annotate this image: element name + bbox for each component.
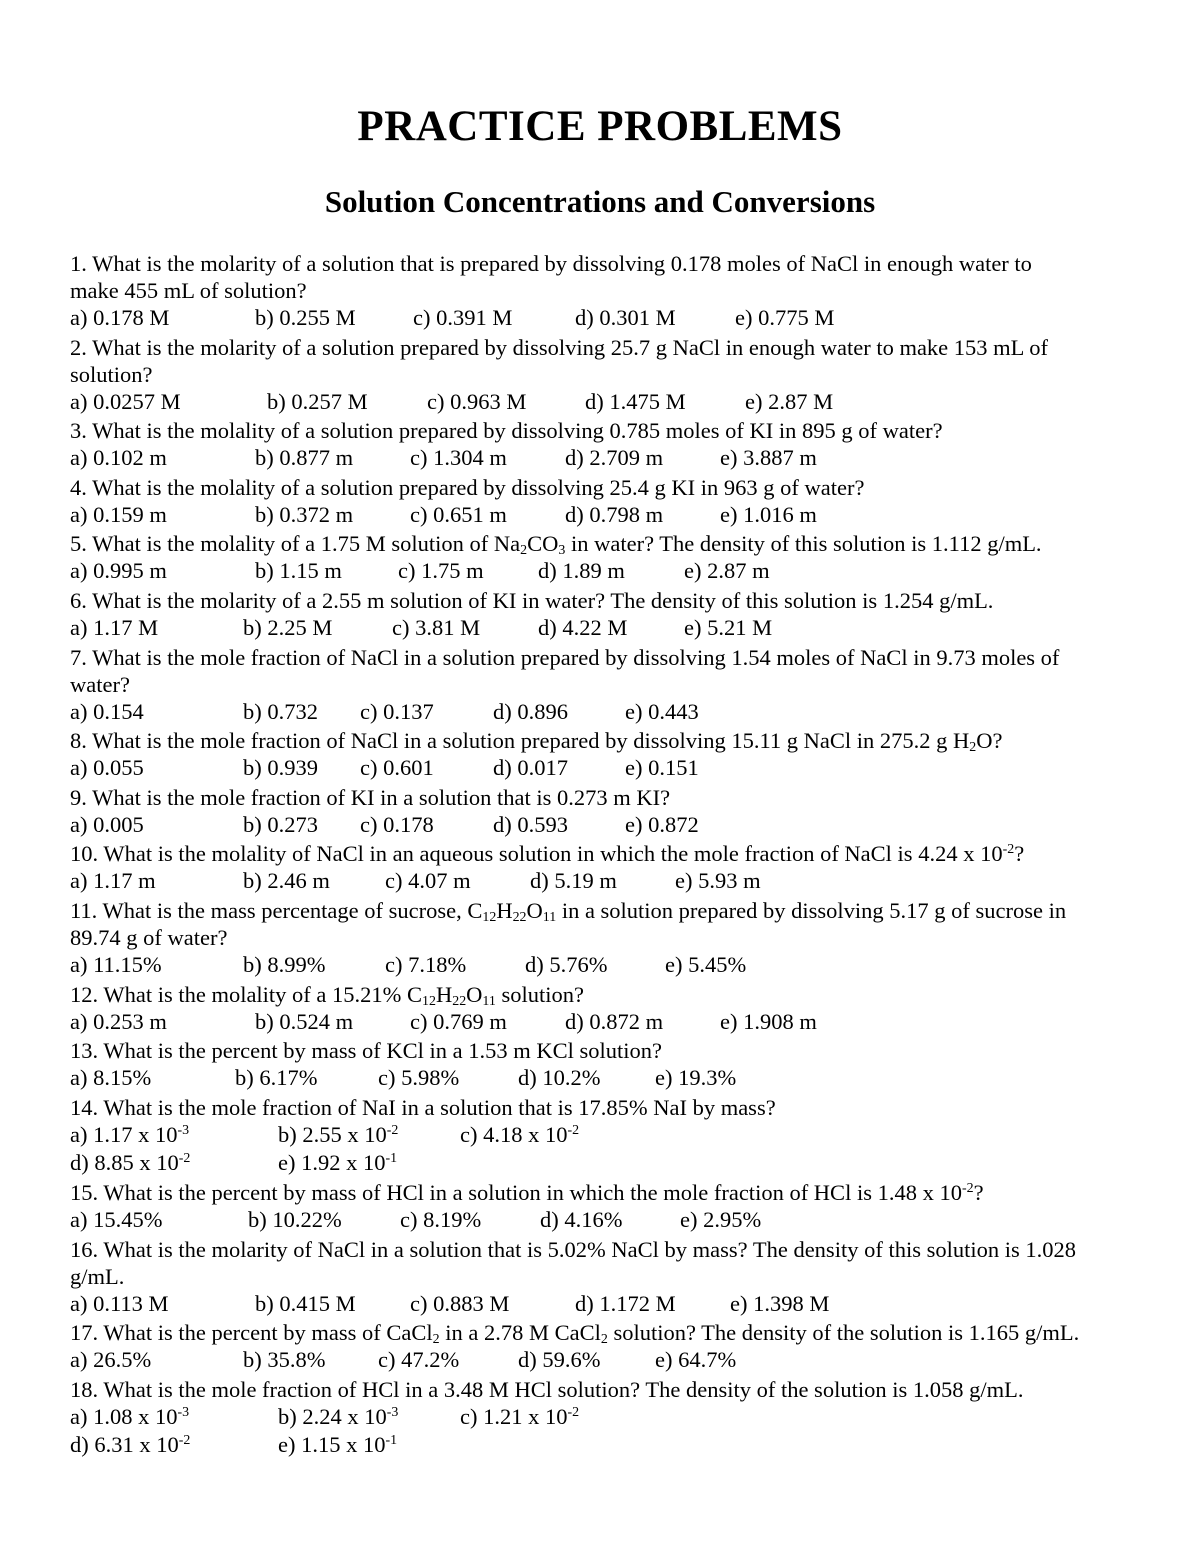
answer-option: e) 64.7% xyxy=(655,1347,737,1373)
answer-option: a) 0.995 m xyxy=(70,558,167,584)
answer-option: a) 1.17 m xyxy=(70,868,156,894)
problem-4 xyxy=(70,473,1140,530)
answer-option: a) 1.17 x $10^{-3}$ xyxy=(70,1121,190,1147)
answer-option: e) 0.872 xyxy=(625,811,699,837)
question-text: 14. What is the mole fraction of NaI in a solution that is 17.85% NaI by mass? xyxy=(70,1094,776,1120)
answer-option: e) 5.21 M xyxy=(684,614,773,640)
problem-3 xyxy=(70,416,1140,473)
question-text: 18. What is the mole fraction of HCl in a 3.48 M HCl solution? The density of the solution is 1.058 g/mL. xyxy=(70,1376,1024,1402)
answer-option: d) 0.872 m xyxy=(565,1008,664,1034)
answer-option: a) 26.5% xyxy=(70,1347,152,1373)
question-text: 9. What is the mole fraction of KI in a solution that is 0.273 m KI? xyxy=(70,784,671,810)
answer-option: b) 35.8% xyxy=(243,1347,326,1373)
answer-options xyxy=(70,811,1140,840)
answer-options xyxy=(70,1206,1140,1235)
answer-option: c) 47.2% xyxy=(378,1347,460,1373)
problem-12 xyxy=(70,980,1140,1037)
answer-option: a) 0.005 xyxy=(70,811,144,837)
answer-option: c) 4.18 x $10^{-2}$ xyxy=(460,1121,580,1147)
answer-option: d) 4.22 M xyxy=(538,614,628,640)
question-text: 2. What is the molarity of a solution prepared by dissolving 25.7 g NaCl in enough water to make 153 mL of solution? xyxy=(70,334,1048,387)
answer-option: c) 0.601 xyxy=(360,755,434,781)
problem-1 xyxy=(70,249,1140,333)
question-text: 7. What is the mole fraction of NaCl in a solution prepared by dissolving 1.54 moles of NaCl in 9.73 moles of water? xyxy=(70,644,1060,697)
problem-7 xyxy=(70,643,1140,727)
answer-option: e) 5.45% xyxy=(665,951,747,977)
answer-options xyxy=(70,951,1140,980)
answer-options xyxy=(70,1431,1140,1460)
question-text: 16. What is the molarity of NaCl in a solution that is 5.02% NaCl by mass? The density of this solution is 1.028 g/mL. xyxy=(70,1236,1076,1289)
answer-option: e) 1.398 M xyxy=(730,1290,830,1316)
answer-option: b) 10.22% xyxy=(248,1206,342,1232)
answer-option: b) 2.25 M xyxy=(243,614,333,640)
answer-option: d) 1.172 M xyxy=(575,1290,676,1316)
question-text: 13. What is the percent by mass of KCl in a 1.53 m KCl solution? xyxy=(70,1038,663,1064)
answer-option: e) 0.775 M xyxy=(735,305,835,330)
problem-17 xyxy=(70,1318,1140,1375)
problem-13 xyxy=(70,1036,1140,1093)
answer-option: d) 2.709 m xyxy=(565,445,664,471)
answer-option: b) 0.415 M xyxy=(255,1290,356,1316)
answer-option: b) 8.99% xyxy=(243,951,326,977)
answer-option: c) 1.304 m xyxy=(410,445,507,471)
answer-option: a) 0.055 xyxy=(70,755,144,781)
answer-options xyxy=(70,557,1140,586)
answer-option: e) 5.93 m xyxy=(675,868,761,894)
answer-option: e) 0.443 xyxy=(625,698,699,724)
answer-option: a) 8.15% xyxy=(70,1065,152,1091)
answer-options xyxy=(70,304,1140,333)
answer-option: c) 3.81 M xyxy=(392,614,481,640)
answer-option: b) 0.524 m xyxy=(255,1008,354,1034)
answer-options xyxy=(70,1346,1140,1375)
answer-option: b) 1.15 m xyxy=(255,558,342,584)
answer-option: c) 0.963 M xyxy=(427,388,527,414)
answer-option: b) 0.877 m xyxy=(255,445,354,471)
answer-options xyxy=(70,1403,1140,1432)
answer-option: b) 0.372 m xyxy=(255,501,354,527)
answer-option: c) 0.178 xyxy=(360,811,434,837)
problem-10 xyxy=(70,839,1140,896)
question-text: 10. What is the molality of NaCl in an aqueous solution in which the mole fraction of NaCl is 4.24 x $10^{-2}$? xyxy=(70,841,1025,867)
answer-option: d) 1.475 M xyxy=(585,388,686,414)
answer-option: d) 0.017 xyxy=(493,755,568,781)
question-text: 6. What is the molarity of a 2.55 m solution of KI in water? The density of this solution is 1.254 g/mL. xyxy=(70,587,994,613)
answer-option: a) 11.15% xyxy=(70,951,162,977)
problem-5 xyxy=(70,529,1140,586)
answer-option: b) 6.17% xyxy=(235,1065,318,1091)
question-text: 15. What is the percent by mass of HCl in a solution in which the mole fraction of HCl is 1.48 x $10^{-2}$? xyxy=(70,1179,984,1205)
answer-option: d) 6.31 x $10^{-2}$ xyxy=(70,1432,191,1458)
problem-8 xyxy=(70,726,1140,783)
answer-option: a) 0.154 xyxy=(70,698,144,724)
answer-option: a) 0.178 M xyxy=(70,305,170,330)
problem-6 xyxy=(70,586,1140,643)
answer-option: d) 5.19 m xyxy=(530,868,617,894)
answer-option: a) 1.08 x $10^{-3}$ xyxy=(70,1403,190,1429)
answer-option: e) 19.3% xyxy=(655,1065,737,1091)
answer-option: c) 0.137 xyxy=(360,698,434,724)
answer-option: e) 2.87 M xyxy=(745,388,834,414)
page-subtitle: Solution Concentrations and Conversions xyxy=(324,184,876,219)
answer-option: c) 0.769 m xyxy=(410,1008,507,1034)
answer-option: a) 0.113 M xyxy=(70,1290,169,1316)
answer-option: d) 5.76% xyxy=(525,951,608,977)
answer-options xyxy=(70,614,1140,643)
question-text: 1. What is the molarity of a solution that is prepared by dissolving 0.178 moles of NaCl in enough water to make 455 mL of solution? xyxy=(70,251,1032,303)
answer-option: a) 0.102 m xyxy=(70,445,167,471)
problem-18 xyxy=(70,1375,1140,1460)
answer-options xyxy=(70,444,1140,473)
answer-option: e) 0.151 xyxy=(625,755,699,781)
answer-option: e) 2.87 m xyxy=(684,558,770,584)
answer-option: b) 0.939 xyxy=(243,755,318,781)
answer-option: c) 4.07 m xyxy=(385,868,471,894)
question-text: 8. What is the mole fraction of NaCl in a solution prepared by dissolving 15.11 g NaCl in 275.2 g $H_2O$? xyxy=(70,728,1003,756)
question-text: 3. What is the molality of a solution prepared by dissolving 0.785 moles of KI in 895 g of water? xyxy=(70,418,943,444)
answer-option: d) 0.896 xyxy=(493,698,568,724)
answer-options xyxy=(70,388,1140,417)
problem-16 xyxy=(70,1235,1140,1319)
answer-option: e) 1.016 m xyxy=(720,501,817,527)
answer-option: d) 59.6% xyxy=(518,1347,601,1373)
answer-option: e) 3.887 m xyxy=(720,445,817,471)
answer-option: c) 0.883 M xyxy=(410,1290,510,1316)
answer-option: c) 1.75 m xyxy=(398,558,484,584)
answer-option: d) 0.798 m xyxy=(565,501,664,527)
answer-option: b) 0.273 xyxy=(243,811,318,837)
answer-option: b) 2.55 x $10^{-2}$ xyxy=(278,1121,399,1147)
answer-option: a) 0.0257 M xyxy=(70,388,181,414)
answer-options xyxy=(70,501,1140,530)
problem-list xyxy=(70,249,1140,1460)
answer-option: b) 2.24 x $10^{-3}$ xyxy=(278,1403,399,1429)
answer-options xyxy=(70,754,1140,783)
answer-option: e) 1.92 x $10^{-1}$ xyxy=(278,1150,398,1176)
answer-option: e) 2.95% xyxy=(680,1206,762,1232)
answer-option: c) 7.18% xyxy=(385,951,467,977)
answer-option: d) 10.2% xyxy=(518,1065,601,1091)
answer-options xyxy=(70,698,1140,727)
answer-options xyxy=(70,1064,1140,1093)
answer-option: c) 8.19% xyxy=(400,1206,482,1232)
page-title: PRACTICE PROBLEMS xyxy=(357,103,843,150)
answer-options xyxy=(70,1008,1140,1037)
answer-option: a) 1.17 M xyxy=(70,614,159,640)
answer-option: d) 8.85 x $10^{-2}$ xyxy=(70,1150,191,1176)
answer-option: e) 1.15 x $10^{-1}$ xyxy=(278,1432,398,1458)
answer-option: c) 0.391 M xyxy=(413,305,513,330)
problem-11 xyxy=(70,896,1140,980)
answer-option: a) 15.45% xyxy=(70,1206,163,1232)
problem-9 xyxy=(70,783,1140,840)
answer-option: b) 0.732 xyxy=(243,698,318,724)
answer-option: d) 0.301 M xyxy=(575,305,676,330)
answer-option: a) 0.159 m xyxy=(70,501,167,527)
answer-option: d) 1.89 m xyxy=(538,558,625,584)
answer-option: c) 5.98% xyxy=(378,1065,460,1091)
question-text: 17. What is the percent by mass of CaCl$_2$ in a 2.78 M CaCl$_2$ solution? The density of the solution is 1.165 g/mL. xyxy=(70,1320,1080,1348)
answer-option: e) 1.908 m xyxy=(720,1008,817,1034)
answer-options xyxy=(70,867,1140,896)
answer-option: c) 1.21 x $10^{-2}$ xyxy=(460,1403,580,1429)
question-text: 12. What is the molality of a 15.21% $C_{12}H_{22}O_{11}$ solution? xyxy=(70,981,584,1009)
answer-options xyxy=(70,1290,1140,1319)
answer-options xyxy=(70,1149,1140,1178)
question-text: 5. What is the molality of a 1.75 M solution of $Na_2CO_3$ in water? The density of this solution is 1.112 g/mL. xyxy=(70,531,1042,559)
answer-option: b) 2.46 m xyxy=(243,868,330,894)
problem-14 xyxy=(70,1093,1140,1178)
answer-option: d) 4.16% xyxy=(540,1206,623,1232)
question-text: 11. What is the mass percentage of sucrose, $C_{12}H_{22}O_{11}$ in a solution prepared by dissolving 5.17 g of sucrose in 89.74 g of water? xyxy=(70,897,1067,950)
answer-option: c) 0.651 m xyxy=(410,501,507,527)
answer-option: a) 0.253 m xyxy=(70,1008,167,1034)
answer-options xyxy=(70,1121,1140,1150)
answer-option: b) 0.257 M xyxy=(267,388,368,414)
problem-15 xyxy=(70,1178,1140,1235)
question-text: 4. What is the molality of a solution prepared by dissolving 25.4 g KI in 963 g of water? xyxy=(70,474,865,500)
answer-option: d) 0.593 xyxy=(493,811,568,837)
answer-option: b) 0.255 M xyxy=(255,305,356,330)
problem-2 xyxy=(70,333,1140,417)
